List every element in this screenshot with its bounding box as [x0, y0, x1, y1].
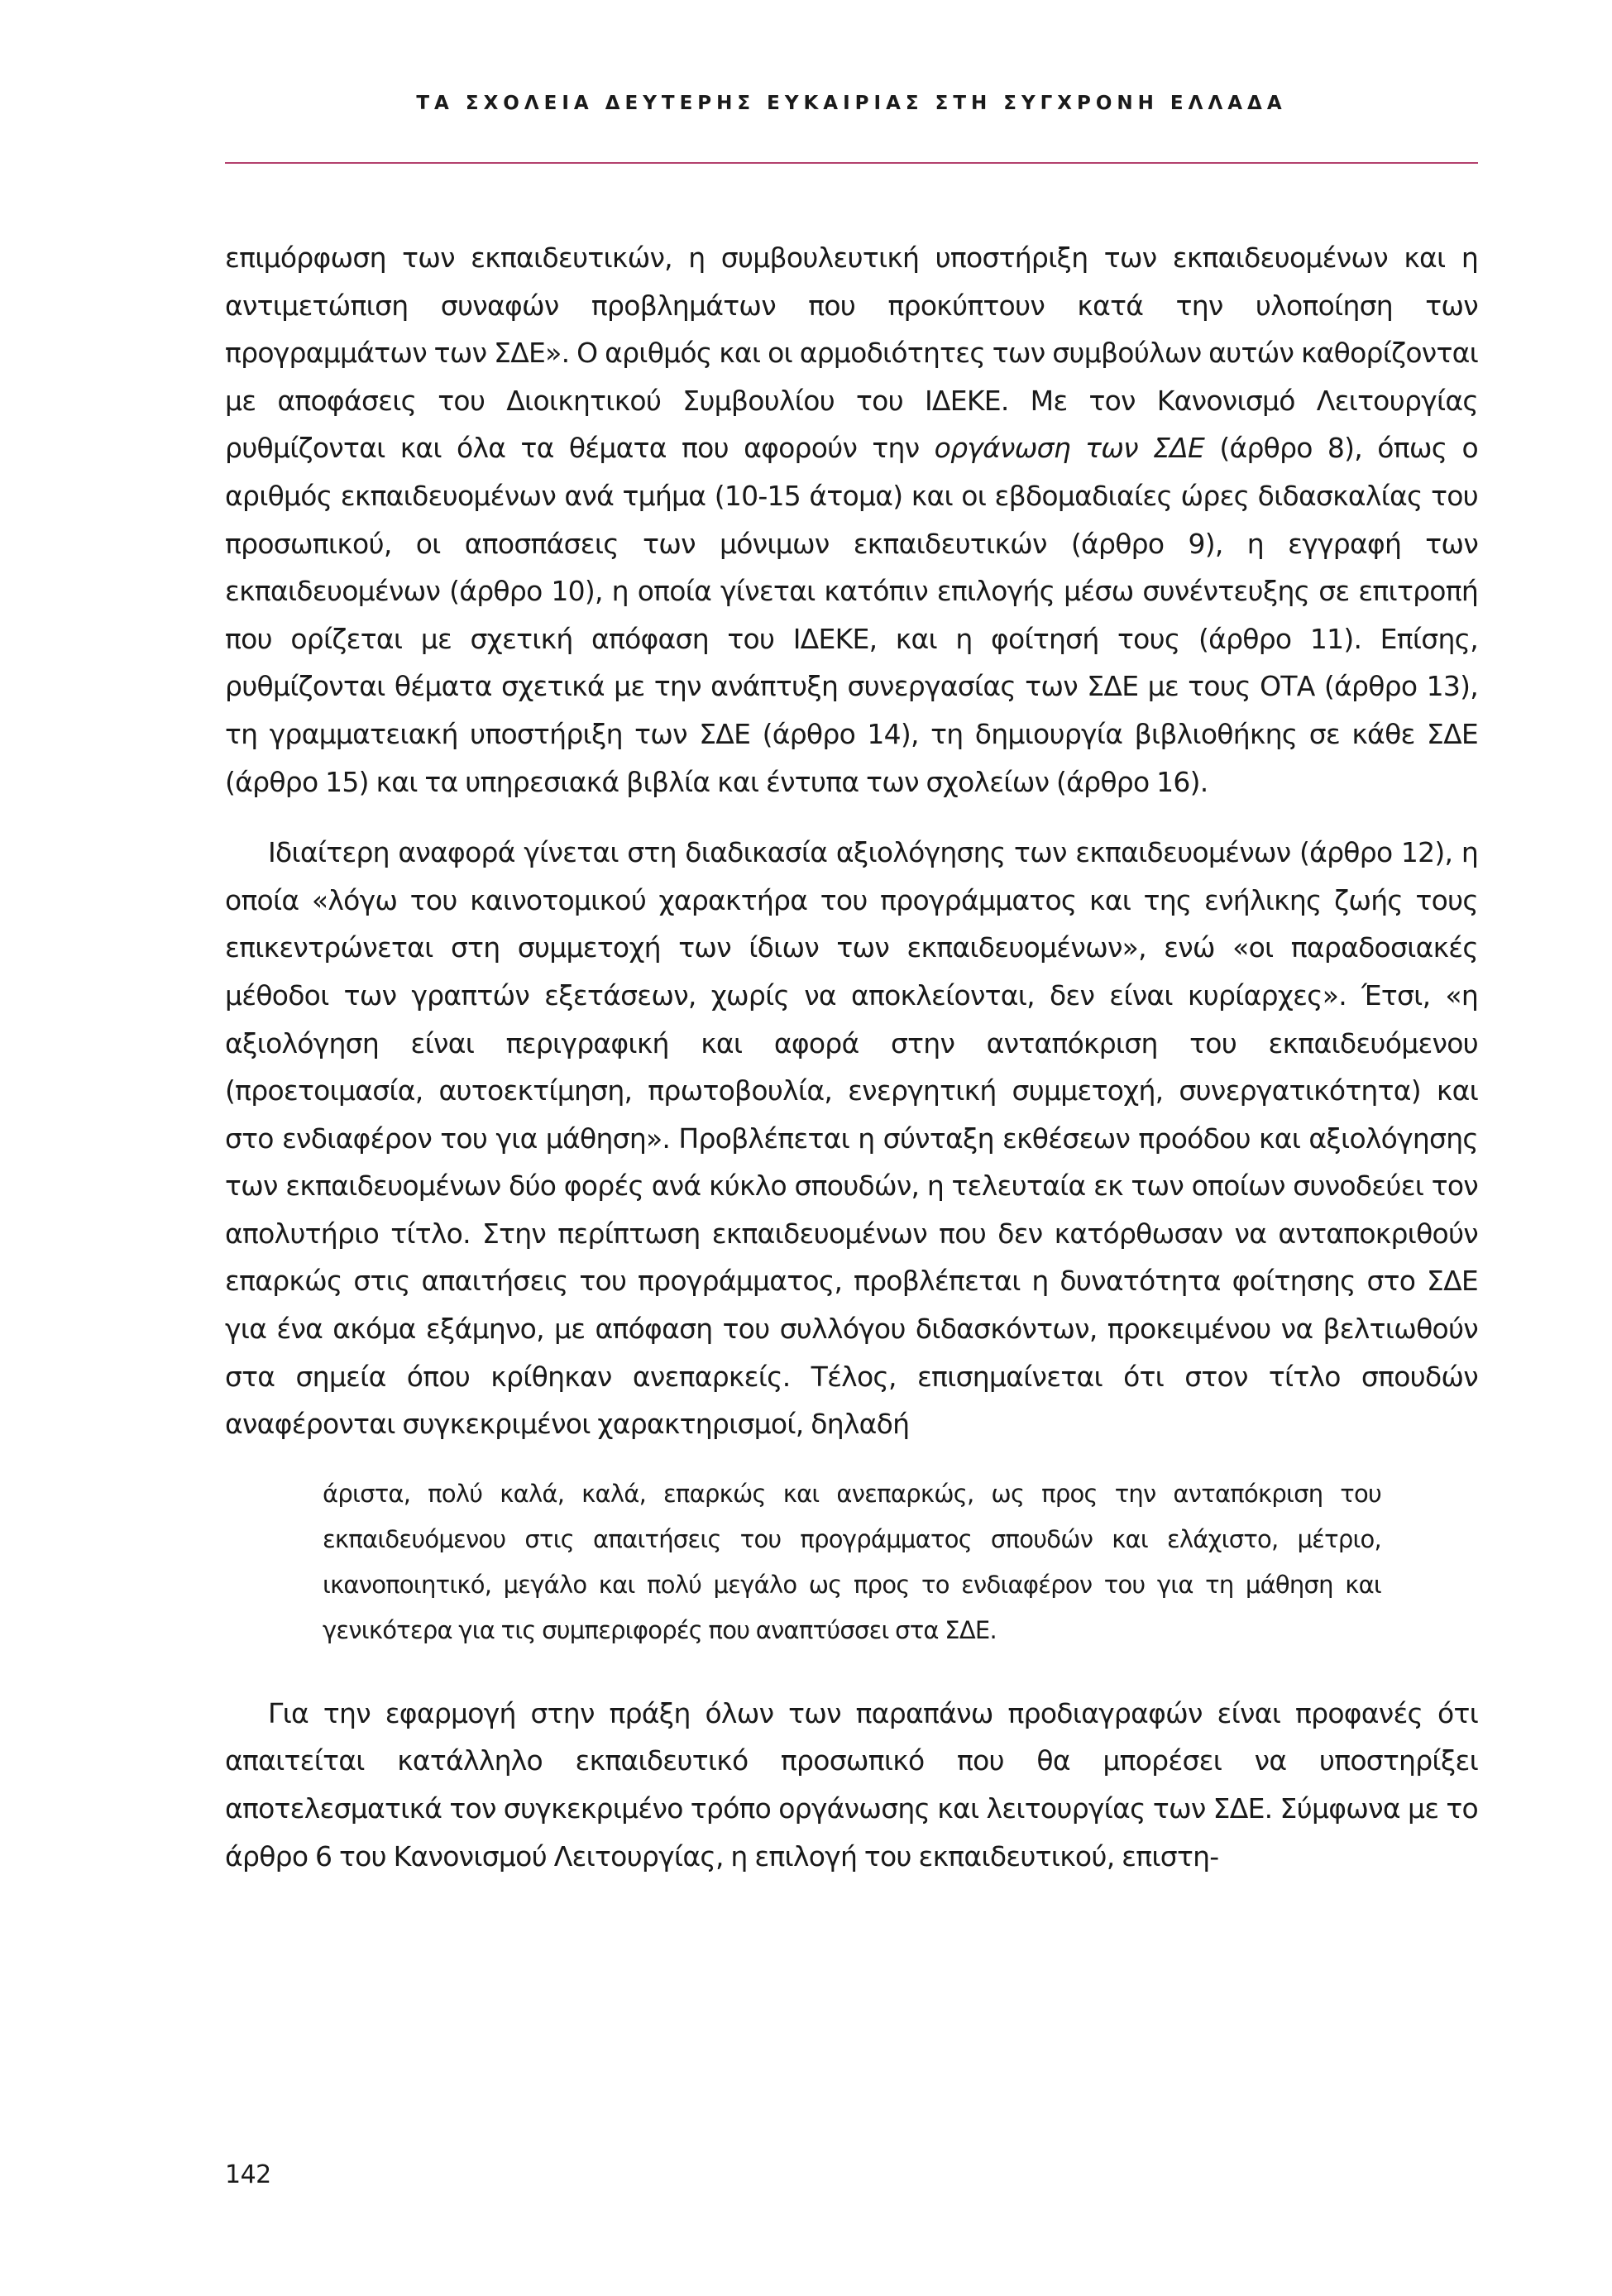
header-rule — [225, 162, 1478, 164]
running-head: ΤΑ ΣΧΟΛΕΙΑ ΔΕΥΤΕΡΗΣ ΕΥΚΑΙΡΙΑΣ ΣΤΗ ΣΥΓΧΡΟΝΗ ΕΛΛΑΔΑ — [416, 93, 1287, 114]
paragraph-1-text-a: επιμόρφωση των εκπαιδευτικών, η συμβουλευτική υποστήριξη των εκπαιδευομένων και η αντιμετώπιση συναφών προβλημάτων που προκύπτουν κατά την υλοποίηση των προγραμμάτων των ΣΔΕ». Ο αριθμός και οι αρμοδιότητες των συμβούλων αυτών καθορίζονται με αποφάσεις του Διοικητικού Συμβουλίου του ΙΔΕΚΕ. Με τον Κανονισμό Λειτουργίας ρυθμίζονται και όλα τα θέματα που αφορούν την — [225, 242, 1478, 465]
paragraph-1-emphasis: οργάνωση των ΣΔΕ — [934, 432, 1205, 465]
paragraph-1-text-b: (άρθρο 8), όπως ο αριθμός εκπαιδευομένων ανά τμήμα (10-15 άτομα) και οι εβδομαδιαίες ώρες διδασκαλίας του προσωπικού, οι αποσπάσεις των μόνιμων εκπαιδευτικών (άρθρο 9), η εγγραφή των εκπαιδευομένων (άρθρο 10), η οποία γίνεται κατόπιν επιλογής μέσω συνέντευξης σε επιτροπή που ορίζεται με σχετική απόφαση του ΙΔΕΚΕ, και η φοίτησή τους (άρθρο 11). Επίσης, ρυθμίζονται θέματα σχετικά με την ανάπτυξη συνεργασίας των ΣΔΕ με τους ΟΤΑ (άρθρο 13), τη γραμματειακή υποστήριξη των ΣΔΕ (άρθρο 14), τη δημιουργία βιβλιοθήκης σε κάθε ΣΔΕ (άρθρο 15) και τα υπηρεσιακά βιβλία και έντυπα των σχολείων (άρθρο 16). — [225, 432, 1478, 798]
block-quote: άριστα, πολύ καλά, καλά, επαρκώς και ανεπαρκώς, ως προς την ανταπόκριση του εκπαιδευόμενου στις απαιτήσεις του προγράμματος σπουδών και ελάχιστο, μέτριο, ικανοποιητικό, μεγάλο και πολύ μεγάλο ως προς το ενδιαφέρον του για τη μάθηση και γενικότερα για τις συμπεριφορές που αναπτύσσει στα ΣΔΕ. — [323, 1479, 1381, 1644]
paragraph-1 — [225, 234, 1478, 806]
paragraph-3: Για την εφαρμογή στην πράξη όλων των παραπάνω προδιαγραφών είναι προφανές ότι απαιτείται κατάλληλο εκπαιδευτικό προσωπικό που θα μπορέσει να υποστηρίξει αποτελεσματικά τον συγκεκριμένο τρόπο οργάνωσης και λειτουργίας των ΣΔΕ. Σύμφωνα με το άρθρο 6 του Κανονισμού Λειτουργίας, η επιλογή του εκπαιδευτικού, επιστη- — [225, 1696, 1478, 1873]
paragraph-2: Ιδιαίτερη αναφορά γίνεται στη διαδικασία αξιολόγησης των εκπαιδευομένων (άρθρο 12), η οποία «λόγω του καινοτομικού χαρακτήρα του προγράμματος και της ενήλικης ζωής τους επικεντρώνεται στη συμμετοχή των ίδιων των εκπαιδευομένων», ενώ «οι παραδοσιακές μέθοδοι των γραπτών εξετάσεων, χωρίς να αποκλείονται, δεν είναι κυρίαρχες». Έτσι, «η αξιολόγηση είναι περιγραφική και αφορά στην ανταπόκριση του εκπαιδευόμενου (προετοιμασία, αυτοεκτίμηση, πρωτοβουλία, ενεργητική συμμετοχή, συνεργατικότητα) και στο ενδιαφέρον του για μάθηση». Προβλέπεται η σύνταξη εκθέσεων προόδου και αξιολόγησης των εκπαιδευομένων δύο φορές ανά κύκλο σπουδών, η τελευταία εκ των οποίων συνοδεύει τον απολυτήριο τίτλο. Στην περίπτωση εκπαιδευομένων που δεν κατόρθωσαν να ανταποκριθούν επαρκώς στις απαιτήσεις του προγράμματος, προβλέπεται η δυνατότητα φοίτησης στο ΣΔΕ για ένα ακόμα εξάμηνο, με απόφαση του συλλόγου διδασκόντων, προκειμένου να βελτιωθούν στα σημεία όπου κρίθηκαν ανεπαρκείς. Τέλος, επισημαίνεται ότι στον τίτλο σπουδών αναφέρονται συγκεκριμένοι χαρακτηρισμοί, δηλαδή — [225, 836, 1478, 1441]
page-number: 142 — [225, 2160, 271, 2189]
body-text — [225, 234, 1478, 1903]
